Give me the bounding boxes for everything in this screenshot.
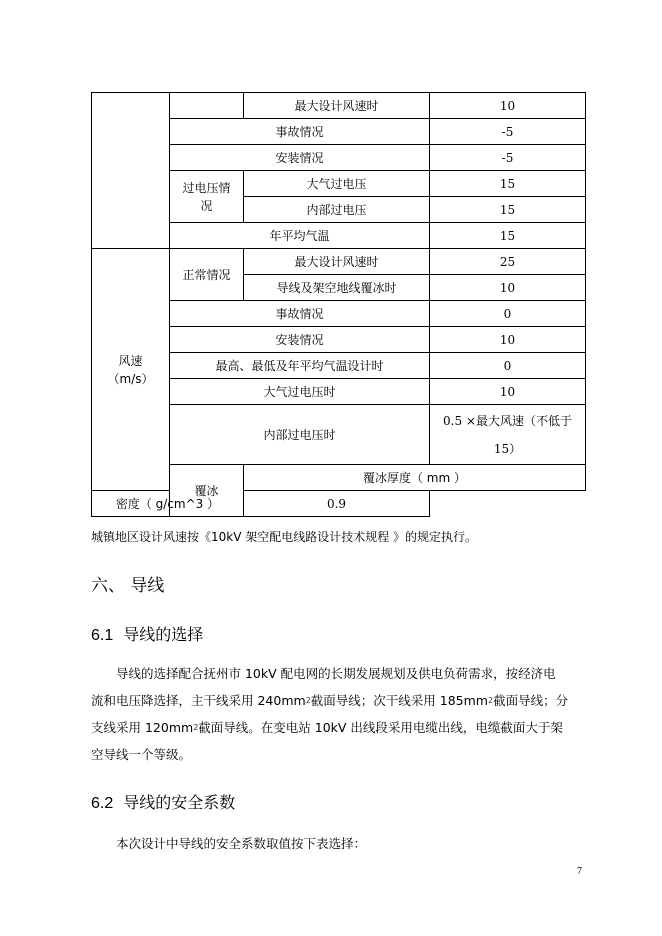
text-run: 截面导线。在变电站 10kV 出线段采用电缆出线，电缆截面大于架	[198, 720, 563, 735]
row-label: 安装情况	[170, 145, 430, 171]
temperature-category-cell	[92, 93, 170, 249]
row-value: 0	[430, 301, 586, 327]
design-conditions-table	[91, 92, 586, 517]
paragraph-line	[91, 687, 583, 714]
text-run: 支线采用 120mm	[91, 720, 194, 735]
superscript: 2	[193, 723, 199, 732]
group-label-line: 过电压情	[182, 180, 231, 195]
paragraph-line	[91, 714, 583, 741]
table-row	[92, 93, 586, 119]
category-unit: （m/s）	[107, 371, 154, 386]
row-value: 25	[430, 249, 586, 275]
group-label-line: 况	[200, 198, 213, 213]
section-heading: 六、 导线	[91, 576, 165, 596]
row-value: -5	[430, 119, 586, 145]
table-row	[92, 491, 586, 517]
superscript: 2	[487, 696, 494, 705]
row-label: 内部过电压	[244, 197, 430, 223]
row-label: 事故情况	[170, 119, 430, 145]
row-label: 大气过电压	[244, 171, 430, 197]
row-value	[430, 405, 586, 465]
row-value: 0.9	[244, 491, 430, 517]
overvoltage-group-cell	[170, 171, 244, 223]
row-label: 内部过电压时	[170, 405, 430, 465]
row-value: 15	[430, 197, 586, 223]
page-number: 7	[577, 866, 582, 877]
row-value: 15	[430, 171, 586, 197]
row-label: 大气过电压时	[170, 379, 430, 405]
row-label: 覆冰厚度（ mm ）	[244, 465, 586, 491]
row-value: -5	[430, 145, 586, 171]
row-value: 10	[430, 275, 586, 301]
ice-category-cell: 覆冰	[170, 465, 244, 517]
row-label: 导线及架空地线覆冰时	[244, 275, 430, 301]
category-label: 风速	[118, 353, 143, 368]
safety-factor-paragraph	[91, 830, 583, 857]
table-row	[92, 249, 586, 275]
normal-conditions-group-cell: 正常情况	[170, 249, 244, 301]
row-label: 最高、最低及年平均气温设计时	[170, 353, 430, 379]
subsection-title: 导线的选择	[123, 625, 204, 644]
row-label: 年平均气温	[170, 223, 430, 249]
row-value: 10	[430, 379, 586, 405]
conductor-selection-paragraph	[91, 660, 583, 768]
subsection-heading-6-1	[91, 622, 203, 645]
row-value: 0	[430, 353, 586, 379]
text-run: 流和电压降选择，主干线采用 240mm	[91, 693, 306, 708]
paragraph-line: 本次设计中导线的安全系数取值按下表选择：	[116, 836, 367, 851]
paragraph-line: 导线的选择配合抚州市 10kV 配电网的长期发展规划及供电负荷需求，按经济电	[116, 666, 556, 681]
wind-speed-category-cell	[92, 249, 170, 491]
superscript: 2	[305, 696, 311, 705]
wind-speed-note: 城镇地区设计风速按《10kV 架空配电线路设计技术规程 》的规定执行。	[91, 530, 478, 544]
text-run: 截面导线；次干线采用 185mm	[310, 693, 488, 708]
row-label: 安装情况	[170, 327, 430, 353]
value-line: 0.5 ×最大风速（不低于	[443, 413, 572, 428]
blank-subgroup-cell	[170, 93, 244, 119]
row-value: 10	[430, 327, 586, 353]
value-line: 15）	[493, 441, 522, 456]
row-label: 最大设计风速时	[244, 93, 430, 119]
row-label: 事故情况	[170, 301, 430, 327]
subsection-title: 导线的安全系数	[123, 793, 236, 812]
row-label: 密度（ g/cm^3 ）	[92, 491, 244, 517]
row-value: 10	[430, 93, 586, 119]
paragraph-line: 空导线一个等级。	[91, 747, 192, 762]
row-label: 最大设计风速时	[244, 249, 430, 275]
subsection-heading-6-2	[91, 790, 235, 813]
row-value: 15	[430, 223, 586, 249]
subsection-number: 6.1	[91, 627, 114, 644]
text-run: 截面导线；分	[493, 693, 569, 708]
subsection-number: 6.2	[91, 795, 114, 812]
